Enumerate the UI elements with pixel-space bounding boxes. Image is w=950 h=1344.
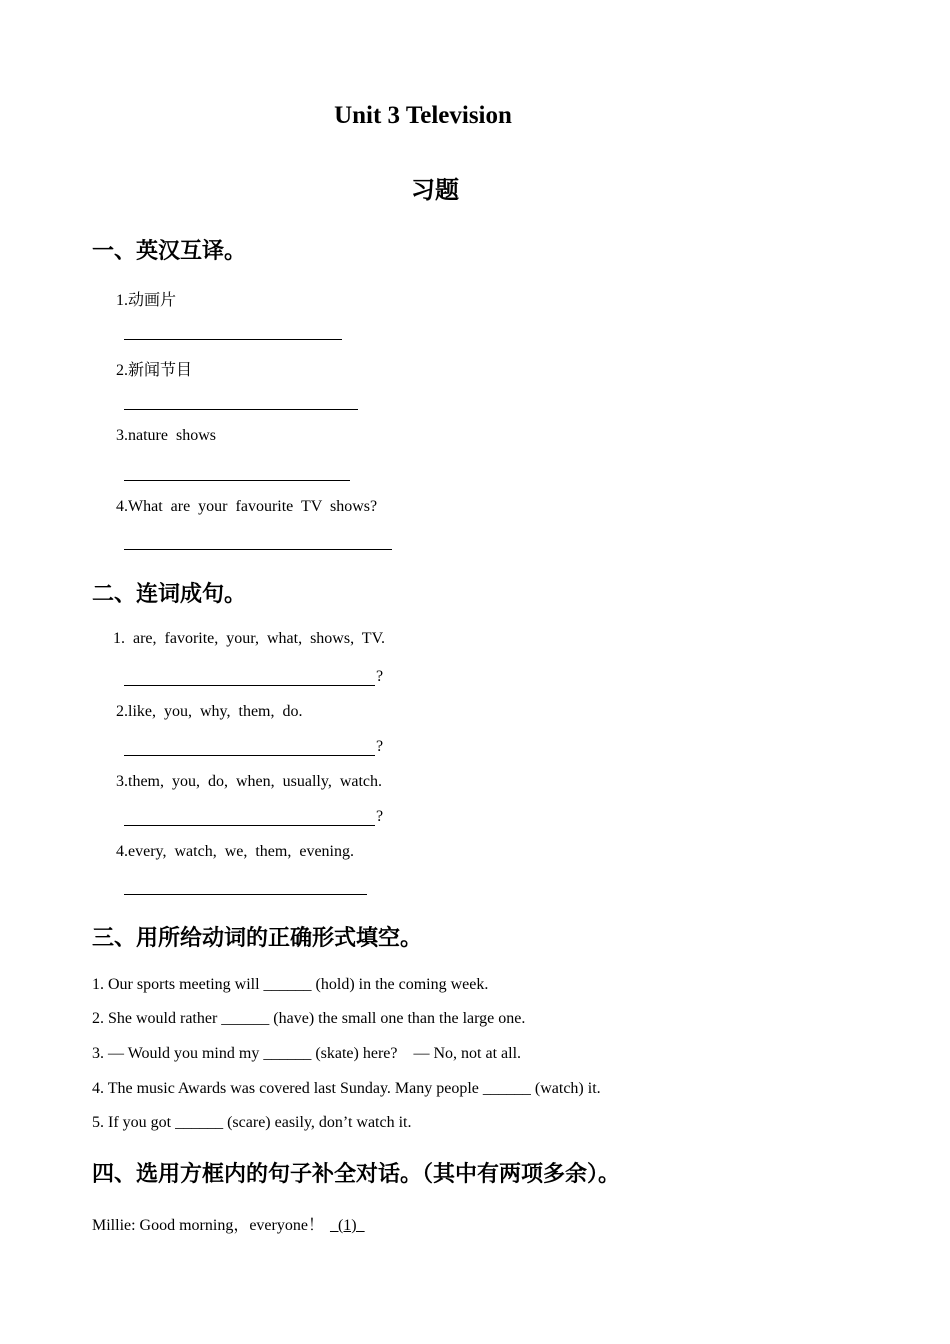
question-mark: ?: [376, 738, 384, 755]
question-mark: ?: [376, 668, 384, 685]
dialogue-speaker-line: Millie: Good morning，everyone！: [92, 1217, 324, 1234]
translation-item-2: 2.新闻节目: [116, 362, 193, 379]
dialogue-line: [92, 1212, 365, 1235]
fill-item-3: 3. — Would you mind my ______ (skate) here? — No, not at all.: [92, 1045, 522, 1062]
fill-item-2: 2. She would rather ______ (have) the small one than the large one.: [92, 1010, 526, 1027]
fill-item-1: 1. Our sports meeting will ______ (hold) in the coming week.: [92, 976, 489, 993]
fill-item-5: 5. If you got ______ (scare) easily, don’t watch it.: [92, 1114, 412, 1131]
answer-line: [124, 755, 375, 756]
reorder-item-1: 1. are, favorite, your, what, shows, TV.: [113, 630, 386, 647]
section-heading-1: 一、英汉互译。: [92, 239, 247, 264]
section-heading-4: 四、选用方框内的句子补全对话。（其中有两项多余）。: [92, 1162, 621, 1187]
answer-line: [124, 685, 375, 686]
answer-line: [124, 339, 342, 340]
page-subtitle: 习题: [411, 178, 459, 204]
reorder-item-3: 3.them, you, do, when, usually, watch.: [116, 773, 383, 790]
reorder-item-2: 2.like, you, why, them, do.: [116, 703, 303, 720]
translation-item-3: 3.nature shows: [116, 427, 216, 444]
answer-line: [124, 894, 367, 895]
section-heading-3: 三、用所给动词的正确形式填空。: [92, 926, 423, 951]
page-title: Unit 3 Television: [334, 102, 512, 129]
dialogue-blank: (1): [329, 1217, 365, 1234]
answer-line: [124, 480, 350, 481]
answer-line: [124, 409, 358, 410]
fill-item-4: 4. The music Awards was covered last Sunday. Many people ______ (watch) it.: [92, 1080, 601, 1097]
question-mark: ?: [376, 808, 384, 825]
answer-line: [124, 549, 392, 550]
translation-item-4: 4.What are your favourite TV shows?: [116, 498, 378, 515]
translation-item-1: 1.动画片: [116, 292, 177, 309]
reorder-item-4: 4.every, watch, we, them, evening.: [116, 843, 354, 860]
section-heading-2: 二、连词成句。: [92, 582, 247, 607]
answer-line: [124, 825, 375, 826]
